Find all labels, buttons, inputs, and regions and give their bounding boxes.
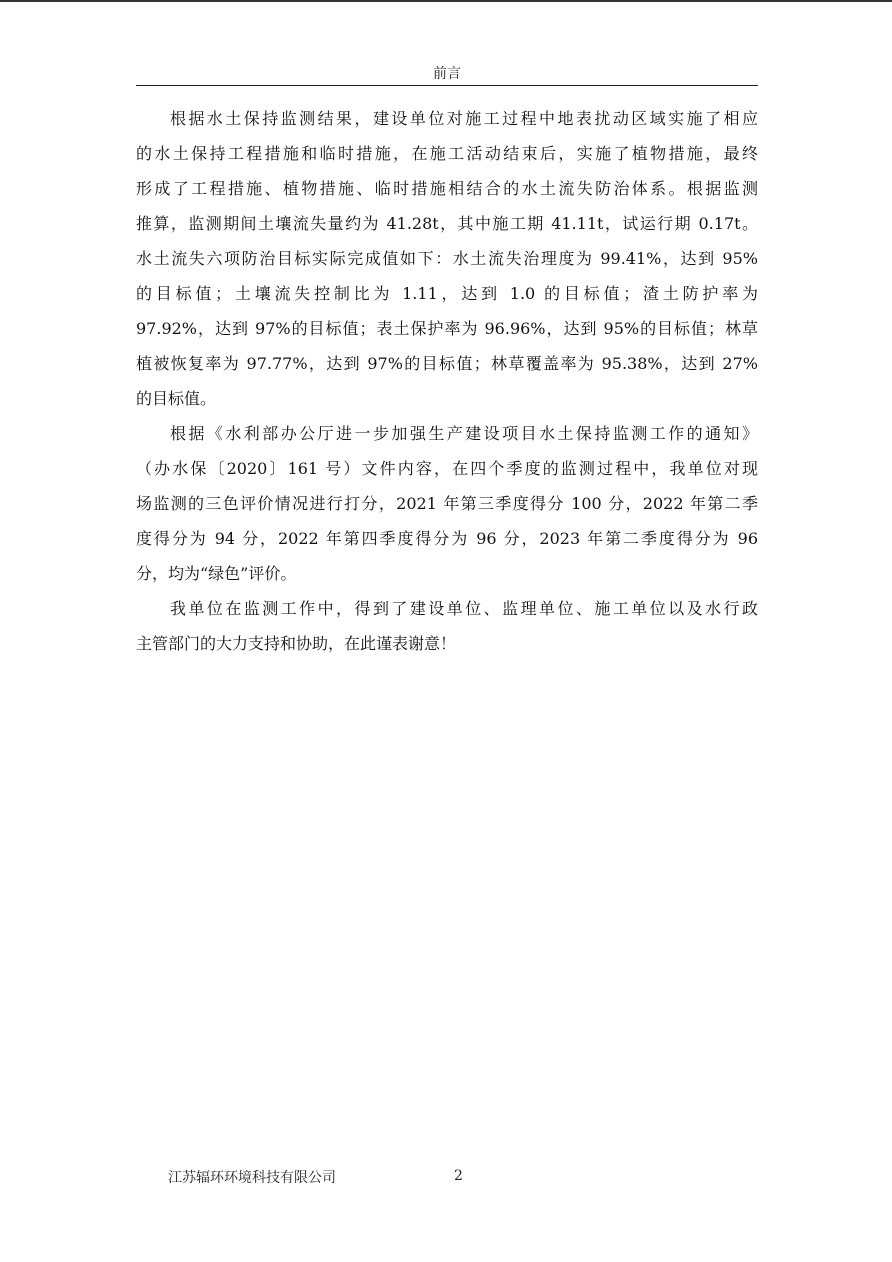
text-line: 场监测的三色评价情况进行打分，2021 年第三季度得分 100 分，2022 年第二季 <box>136 494 758 513</box>
page-header-title: 前言 <box>433 66 461 82</box>
text-line: （办水保〔2020〕161 号）文件内容，在四个季度的监测过程中，我单位对现 <box>136 459 758 478</box>
top-border-rule <box>0 0 892 2</box>
text-line: 的目标值；土壤流失控制比为 1.11，达到 1.0 的目标值；渣土防护率为 <box>136 284 758 303</box>
paragraph-three-color-evaluation <box>136 416 758 591</box>
text-line: 97.92%，达到 97%的目标值；表土保护率为 96.96%，达到 95%的目标值；林草 <box>136 319 758 338</box>
paragraph-acknowledgement <box>136 591 758 661</box>
text-line: 度得分为 94 分，2022 年第四季度得分为 96 分，2023 年第二季度得分为 96 <box>136 529 758 548</box>
text-line: 根据《水利部办公厅进一步加强生产建设项目水土保持监测工作的通知》 <box>170 424 758 443</box>
page-number: 2 <box>454 1168 463 1184</box>
document-body <box>136 101 758 661</box>
header-divider <box>136 85 758 86</box>
text-line: 水土流失六项防治目标实际完成值如下：水土流失治理度为 99.41%，达到 95% <box>136 249 758 268</box>
text-line: 的目标值。 <box>136 389 217 408</box>
text-line: 植被恢复率为 97.77%，达到 97%的目标值；林草覆盖率为 95.38%，达到 27% <box>136 354 758 373</box>
text-line: 分，均为“绿色”评价。 <box>136 564 297 583</box>
text-line: 根据水土保持监测结果，建设单位对施工过程中地表扰动区域实施了相应 <box>170 109 758 128</box>
footer-company-name: 江苏辐环环境科技有限公司 <box>168 1170 336 1186</box>
text-line: 主管部门的大力支持和协助，在此谨表谢意！ <box>136 634 457 653</box>
text-line: 形成了工程措施、植物措施、临时措施相结合的水土流失防治体系。根据监测 <box>136 179 758 198</box>
paragraph-monitoring-results <box>136 101 758 416</box>
text-line: 的水土保持工程措施和临时措施，在施工活动结束后，实施了植物措施，最终 <box>136 144 758 163</box>
text-line: 推算，监测期间土壤流失量约为 41.28t，其中施工期 41.11t，试运行期 0.17t。 <box>136 214 758 233</box>
text-line: 我单位在监测工作中，得到了建设单位、监理单位、施工单位以及水行政 <box>170 599 758 618</box>
